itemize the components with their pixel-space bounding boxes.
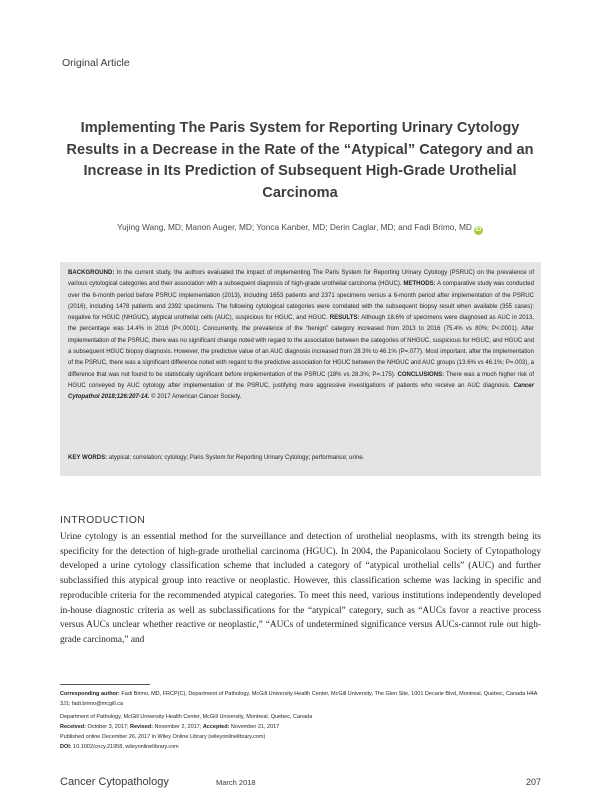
article-title: Implementing The Paris System for Reporting Urinary Cytology Results in a Decrease in the Rate of the “Atypical” Category and an Increase in Its Prediction of Subsequent High-Grade Urothelial Carcinoma <box>66 120 534 201</box>
methods-label: METHODS: <box>403 281 436 288</box>
orcid-icon[interactable]: iD <box>475 227 482 233</box>
accepted-date: November 21, 2017 <box>229 724 280 730</box>
keywords-label: KEY WORDS: <box>68 455 108 461</box>
corresponding-text: Fadi Brimo, MD, FRCP(C), Department of Pathology, McGill University Health Center, McGill University, The Glen Site, 1001 Decarie Blvd, Montreal, Quebec, Canada H4A 3J1; fadi.brimo@mcgill.ca <box>60 691 538 707</box>
revised-label: Revised: <box>130 724 153 730</box>
methods-text: A comparative study was conducted over the 6-month period before PSRUC implementation (2013), including 1653 patients and 2371 specimens versus a 6-month period after implementation of the PSRUC (2016), including 1478 patients and 2392 specimens. The following cytological categories were correlated with the subsequent biopsy result when available (355 cases): negative for HGUC (NHGUC), atypical urothelial cells (AUC), suspicious for HGUC, and HGUC. <box>68 281 534 322</box>
keywords-text: atypical; correlation; cytology; Paris System for Reporting Urinary Cytology; performance; urine. <box>107 455 365 461</box>
journal-name: Cancer Cytopathology <box>60 776 169 788</box>
keywords <box>68 455 534 461</box>
corresponding-label: Corresponding author: <box>60 691 120 697</box>
abstract <box>68 268 534 404</box>
section-heading-introduction: INTRODUCTION <box>60 514 146 526</box>
doi-value[interactable]: 10.1002/cncy.21958, wileyonlinelibrary.com <box>71 744 179 750</box>
page-number: 207 <box>525 777 541 787</box>
received-date: October 3, 2017; <box>86 724 131 730</box>
background-label: BACKGROUND: <box>68 270 115 276</box>
author-list <box>60 222 540 235</box>
introduction-body: Urine cytology is an essential method for the surveillance and detection of urothelial neoplasms, with its strength being its specificity for the detection of high-grade urothelial carcinoma (HGUC). In 2004, the Papanicolaou Society of Cytopathology developed a urine cytology classification scheme that included a category of “atypical urothelial cells” (AUC) and further subclassified this atypical group into reactive or neoplastic. However, this classification scheme was lacking in specific and reproducible criteria for the recommended atypical categories. To meet this need, various institutions independently developed in-house diagnostic criteria as well as subclassifications for the “atypical” category, such as “AUCs favor a reactive process versus AUCs unclear whether reactive or neoplastic,” “AUCs of undetermined significance versus AUCs-cannot rule out high-grade carcinoma,” and <box>60 532 541 645</box>
conclusions-text: There was a much higher risk of HGUC conveyed by AUC cytology after implementation of the PSRUC, justifying more aggressive investigations of patients who receive an AUC diagnosis. <box>68 371 535 389</box>
published-line: Published online December 26, 2017 in Wiley Online Library (wileyonlinelibrary.com) <box>60 734 266 740</box>
results-label: RESULTS: <box>329 315 360 322</box>
received-label: Received: <box>60 724 86 730</box>
doi-label: DOI: <box>60 744 72 750</box>
author-names: Yujing Wang, MD; Manon Auger, MD; Yonca Kanber, MD; Derin Caglar, MD; and Fadi Brimo, MD <box>117 222 472 232</box>
page-footer <box>60 776 541 792</box>
citation: Cancer Cytopathol 2018;126:207-14. <box>68 382 534 401</box>
copyright: © 2017 American Cancer Society. <box>149 394 242 401</box>
footnote-divider <box>60 684 150 685</box>
affiliation: Department of Pathology, McGill University Health Center, McGill University, Montreal, Quebec, Canada <box>60 714 313 720</box>
doi-line <box>60 742 541 752</box>
conclusions-label: CONCLUSIONS: <box>397 371 445 378</box>
background-text: In the current study, the authors evaluated the impact of implementing The Paris System for Reporting Urinary Cytology (PSRUC) on the prevalence of various cytological categories and their association with a subsequent diagnosis of high-grade urothelial carcinoma (HGUC). <box>68 270 534 288</box>
corresponding-author <box>60 689 541 709</box>
footnotes <box>60 689 541 752</box>
accepted-label: Accepted: <box>202 724 230 730</box>
revised-date: November 2, 2017; <box>152 724 203 730</box>
article-type-label: Original Article <box>62 57 130 69</box>
dates-line <box>60 722 541 732</box>
issue-date: March 2018 <box>216 778 256 787</box>
results-text: Although 18.6% of specimens were diagnosed as AUC in 2013, the percentage was 14.4% in 2016 (P<.0001). Concurrently, the prevalence of the “benign” category increased from 2013 to 2016 (75.4% vs 80%; P<.0001). After implementation of the PSRUC, there was no significant change noted with regard to the association between the categories of NHGUC, suspicious for HGUC, and HGUC and a subsequent HGUC biopsy diagnosis. However, the predictive value of an AUC diagnosis increased from 28.3% to 46.1% (P=.077). Most important, after the implementation of the PSRUC, there was a significant difference noted with regard to the predictive association for HGUC between the NHGUC and AUC groups (13.6% vs 46.1%; P=.003), a difference that was not found to be statistically significant before implementation of the PSRUC (18% vs 28.3%; P=.175). <box>68 315 534 378</box>
